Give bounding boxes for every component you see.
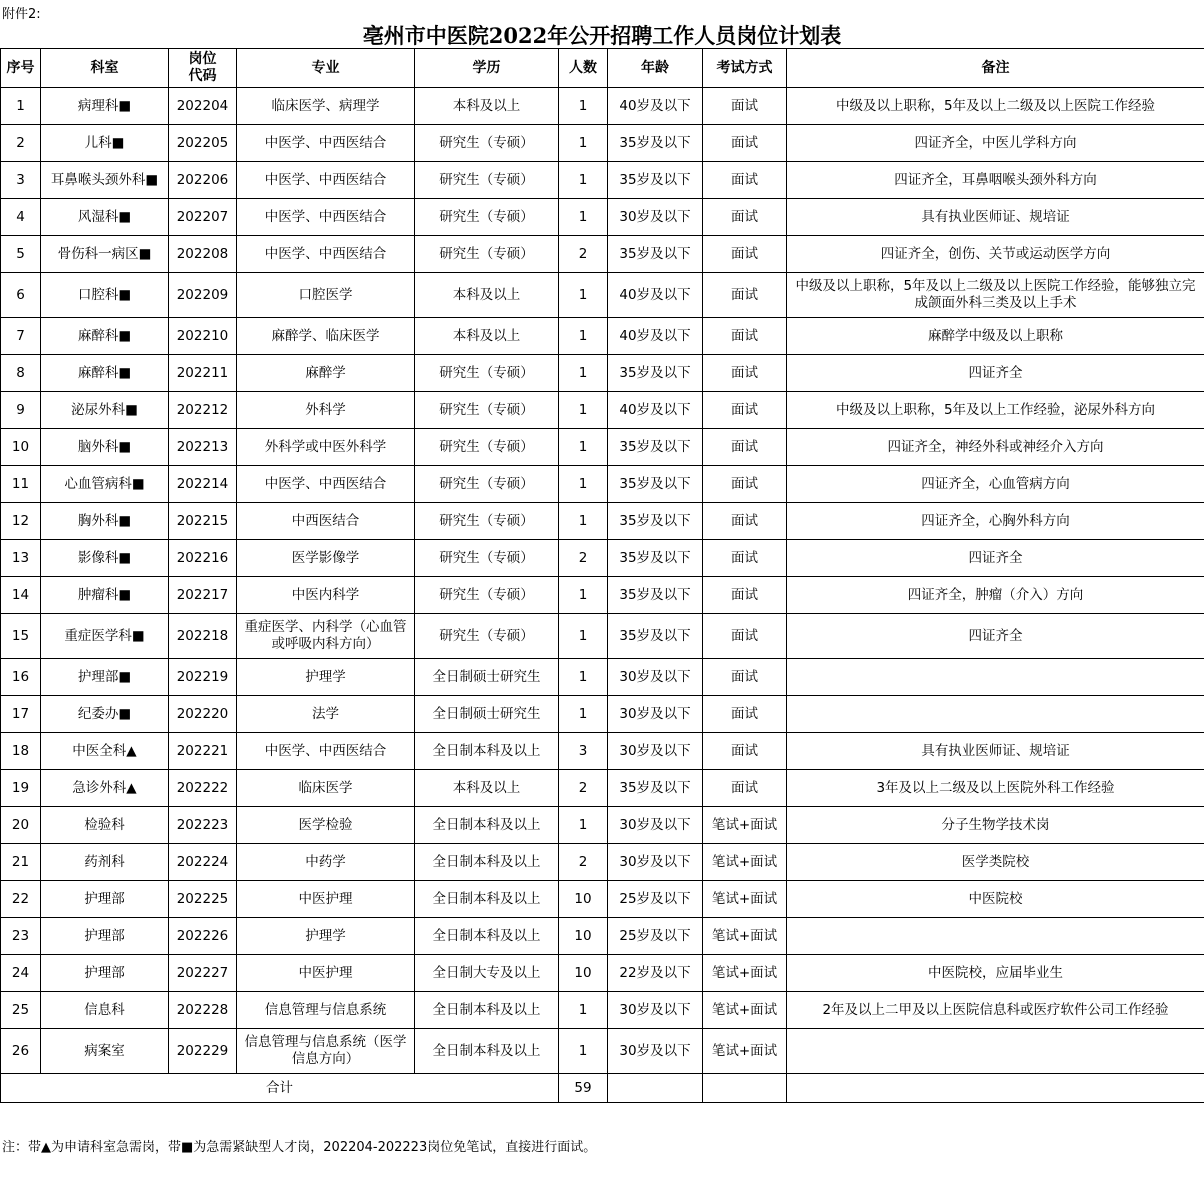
- table-row: [1, 1029, 1204, 1074]
- cell-age: 35岁及以下: [608, 236, 703, 273]
- table-row: [1, 162, 1204, 199]
- cell-exam-method: 笔试+面试: [703, 918, 787, 955]
- header-education: 学历: [415, 49, 559, 88]
- cell-department: 泌尿外科■: [41, 392, 169, 429]
- cell-remarks: 医学类院校: [787, 844, 1204, 881]
- cell-education: 研究生（专硕）: [415, 577, 559, 614]
- cell-age: 30岁及以下: [608, 659, 703, 696]
- cell-seq: 16: [1, 659, 41, 696]
- cell-department: 病案室: [41, 1029, 169, 1074]
- total-value: 59: [559, 1074, 608, 1103]
- cell-department: 影像科■: [41, 540, 169, 577]
- cell-education: 研究生（专硕）: [415, 540, 559, 577]
- cell-education: 研究生（专硕）: [415, 503, 559, 540]
- cell-department: 胸外科■: [41, 503, 169, 540]
- cell-age: 30岁及以下: [608, 807, 703, 844]
- cell-department: 信息科: [41, 992, 169, 1029]
- header-count: 人数: [559, 49, 608, 88]
- cell-count: 1: [559, 466, 608, 503]
- attachment-label: 附件2:: [2, 7, 41, 22]
- cell-remarks: 四证齐全，中医儿学科方向: [787, 125, 1204, 162]
- table-row: [1, 918, 1204, 955]
- table-row: [1, 199, 1204, 236]
- cell-exam-method: 笔试+面试: [703, 881, 787, 918]
- cell-major: 中医学、中西医结合: [237, 162, 415, 199]
- cell-major: 中医学、中西医结合: [237, 466, 415, 503]
- cell-remarks: 中级及以上职称，5年及以上二级及以上医院工作经验，能够独立完成颌面外科三类及以上手术: [787, 273, 1204, 318]
- cell-seq: 26: [1, 1029, 41, 1074]
- table-row: [1, 659, 1204, 696]
- cell-exam-method: 面试: [703, 614, 787, 659]
- cell-exam-method: 笔试+面试: [703, 807, 787, 844]
- cell-post-code: 202206: [169, 162, 237, 199]
- cell-major: 外科学或中医外科学: [237, 429, 415, 466]
- cell-exam-method: 面试: [703, 162, 787, 199]
- cell-education: 全日制本科及以上: [415, 733, 559, 770]
- cell-seq: 19: [1, 770, 41, 807]
- cell-count: 2: [559, 844, 608, 881]
- table-row: [1, 273, 1204, 318]
- cell-major: 临床医学: [237, 770, 415, 807]
- header-seq: 序号: [1, 49, 41, 88]
- cell-age: 40岁及以下: [608, 392, 703, 429]
- recruitment-plan-table: [0, 48, 1204, 1103]
- cell-major: 中药学: [237, 844, 415, 881]
- cell-department: 药剂科: [41, 844, 169, 881]
- cell-exam-method: 面试: [703, 236, 787, 273]
- cell-seq: 17: [1, 696, 41, 733]
- cell-post-code: 202204: [169, 88, 237, 125]
- cell-remarks: 四证齐全: [787, 540, 1204, 577]
- cell-education: 研究生（专硕）: [415, 392, 559, 429]
- cell-count: 1: [559, 355, 608, 392]
- cell-department: 纪委办■: [41, 696, 169, 733]
- cell-remarks: 四证齐全，神经外科或神经介入方向: [787, 429, 1204, 466]
- cell-exam-method: 面试: [703, 659, 787, 696]
- cell-age: 25岁及以下: [608, 918, 703, 955]
- cell-count: 1: [559, 199, 608, 236]
- cell-seq: 15: [1, 614, 41, 659]
- cell-department: 病理科■: [41, 88, 169, 125]
- cell-education: 研究生（专硕）: [415, 236, 559, 273]
- cell-post-code: 202216: [169, 540, 237, 577]
- cell-count: 1: [559, 659, 608, 696]
- cell-education: 研究生（专硕）: [415, 125, 559, 162]
- cell-post-code: 202209: [169, 273, 237, 318]
- cell-age: 40岁及以下: [608, 273, 703, 318]
- cell-exam-method: 面试: [703, 733, 787, 770]
- cell-remarks: [787, 918, 1204, 955]
- cell-exam-method: 笔试+面试: [703, 955, 787, 992]
- table-row: [1, 466, 1204, 503]
- cell-exam-method: 笔试+面试: [703, 992, 787, 1029]
- cell-count: 1: [559, 992, 608, 1029]
- cell-exam-method: 面试: [703, 429, 787, 466]
- cell-count: 1: [559, 125, 608, 162]
- cell-post-code: 202228: [169, 992, 237, 1029]
- cell-exam-method: 面试: [703, 540, 787, 577]
- table-row: [1, 614, 1204, 659]
- table-row: [1, 88, 1204, 125]
- cell-major: 信息管理与信息系统: [237, 992, 415, 1029]
- cell-major: 临床医学、病理学: [237, 88, 415, 125]
- cell-major: 口腔医学: [237, 273, 415, 318]
- cell-remarks: 四证齐全，耳鼻咽喉头颈外科方向: [787, 162, 1204, 199]
- cell-department: 肿瘤科■: [41, 577, 169, 614]
- cell-age: 40岁及以下: [608, 318, 703, 355]
- cell-age: 35岁及以下: [608, 540, 703, 577]
- cell-department: 儿科■: [41, 125, 169, 162]
- cell-remarks: 四证齐全，心血管病方向: [787, 466, 1204, 503]
- cell-post-code: 202215: [169, 503, 237, 540]
- table-row: [1, 881, 1204, 918]
- cell-education: 本科及以上: [415, 88, 559, 125]
- cell-department: 护理部: [41, 881, 169, 918]
- header-exam-method: 考试方式: [703, 49, 787, 88]
- cell-education: 全日制本科及以上: [415, 1029, 559, 1074]
- cell-post-code: 202224: [169, 844, 237, 881]
- total-row: [1, 1074, 1204, 1103]
- cell-post-code: 202211: [169, 355, 237, 392]
- cell-major: 中医学、中西医结合: [237, 199, 415, 236]
- cell-age: 30岁及以下: [608, 1029, 703, 1074]
- cell-education: 全日制本科及以上: [415, 992, 559, 1029]
- cell-post-code: 202217: [169, 577, 237, 614]
- cell-education: 本科及以上: [415, 318, 559, 355]
- cell-education: 研究生（专硕）: [415, 466, 559, 503]
- cell-age: 30岁及以下: [608, 992, 703, 1029]
- cell-major: 信息管理与信息系统（医学信息方向）: [237, 1029, 415, 1074]
- cell-count: 1: [559, 392, 608, 429]
- cell-exam-method: 面试: [703, 199, 787, 236]
- total-empty: [608, 1074, 703, 1103]
- cell-count: 10: [559, 881, 608, 918]
- cell-count: 10: [559, 955, 608, 992]
- cell-exam-method: 面试: [703, 318, 787, 355]
- table-row: [1, 318, 1204, 355]
- cell-major: 中医护理: [237, 881, 415, 918]
- cell-post-code: 202223: [169, 807, 237, 844]
- cell-department: 检验科: [41, 807, 169, 844]
- total-label: 合计: [1, 1074, 559, 1103]
- table-row: [1, 844, 1204, 881]
- cell-post-code: 202219: [169, 659, 237, 696]
- cell-seq: 5: [1, 236, 41, 273]
- cell-post-code: 202229: [169, 1029, 237, 1074]
- cell-department: 骨伤科一病区■: [41, 236, 169, 273]
- cell-remarks: 中级及以上职称，5年及以上工作经验，泌尿外科方向: [787, 392, 1204, 429]
- cell-count: 1: [559, 162, 608, 199]
- table-row: [1, 577, 1204, 614]
- cell-remarks: 四证齐全，肿瘤（介入）方向: [787, 577, 1204, 614]
- cell-department: 口腔科■: [41, 273, 169, 318]
- cell-count: 3: [559, 733, 608, 770]
- cell-department: 麻醉科■: [41, 355, 169, 392]
- table-row: [1, 733, 1204, 770]
- cell-age: 35岁及以下: [608, 466, 703, 503]
- cell-count: 1: [559, 429, 608, 466]
- cell-major: 护理学: [237, 918, 415, 955]
- cell-exam-method: 面试: [703, 466, 787, 503]
- table-row: [1, 807, 1204, 844]
- cell-seq: 18: [1, 733, 41, 770]
- cell-age: 30岁及以下: [608, 696, 703, 733]
- cell-remarks: 具有执业医师证、规培证: [787, 733, 1204, 770]
- cell-post-code: 202210: [169, 318, 237, 355]
- cell-count: 1: [559, 696, 608, 733]
- cell-post-code: 202220: [169, 696, 237, 733]
- cell-seq: 24: [1, 955, 41, 992]
- header-age: 年龄: [608, 49, 703, 88]
- cell-department: 重症医学科■: [41, 614, 169, 659]
- cell-department: 护理部■: [41, 659, 169, 696]
- cell-remarks: 中级及以上职称，5年及以上二级及以上医院工作经验: [787, 88, 1204, 125]
- table-row: [1, 770, 1204, 807]
- cell-count: 10: [559, 918, 608, 955]
- cell-post-code: 202212: [169, 392, 237, 429]
- cell-age: 35岁及以下: [608, 503, 703, 540]
- cell-age: 35岁及以下: [608, 577, 703, 614]
- cell-remarks: [787, 659, 1204, 696]
- cell-post-code: 202221: [169, 733, 237, 770]
- cell-post-code: 202205: [169, 125, 237, 162]
- cell-major: 中医学、中西医结合: [237, 733, 415, 770]
- cell-count: 2: [559, 770, 608, 807]
- cell-age: 35岁及以下: [608, 614, 703, 659]
- cell-seq: 21: [1, 844, 41, 881]
- cell-major: 中西医结合: [237, 503, 415, 540]
- cell-remarks: 四证齐全，心胸外科方向: [787, 503, 1204, 540]
- cell-major: 外科学: [237, 392, 415, 429]
- cell-seq: 11: [1, 466, 41, 503]
- cell-exam-method: 面试: [703, 125, 787, 162]
- cell-department: 风湿科■: [41, 199, 169, 236]
- cell-education: 全日制本科及以上: [415, 881, 559, 918]
- cell-post-code: 202227: [169, 955, 237, 992]
- cell-exam-method: 面试: [703, 88, 787, 125]
- cell-major: 麻醉学: [237, 355, 415, 392]
- cell-age: 35岁及以下: [608, 125, 703, 162]
- cell-education: 研究生（专硕）: [415, 355, 559, 392]
- cell-seq: 9: [1, 392, 41, 429]
- header-post-code: 岗位 代码: [169, 49, 237, 88]
- header-remarks: 备注: [787, 49, 1204, 88]
- cell-count: 1: [559, 88, 608, 125]
- cell-education: 全日制硕士研究生: [415, 659, 559, 696]
- cell-age: 30岁及以下: [608, 733, 703, 770]
- cell-remarks: 四证齐全: [787, 614, 1204, 659]
- table-row: [1, 429, 1204, 466]
- cell-education: 全日制大专及以上: [415, 955, 559, 992]
- cell-remarks: 四证齐全，创伤、关节或运动医学方向: [787, 236, 1204, 273]
- total-empty: [703, 1074, 787, 1103]
- cell-education: 研究生（专硕）: [415, 199, 559, 236]
- cell-seq: 1: [1, 88, 41, 125]
- cell-count: 1: [559, 318, 608, 355]
- total-empty: [787, 1074, 1204, 1103]
- cell-department: 护理部: [41, 955, 169, 992]
- table-row: [1, 992, 1204, 1029]
- table-row: [1, 503, 1204, 540]
- cell-seq: 20: [1, 807, 41, 844]
- cell-count: 1: [559, 273, 608, 318]
- cell-post-code: 202226: [169, 918, 237, 955]
- cell-age: 35岁及以下: [608, 162, 703, 199]
- cell-education: 本科及以上: [415, 770, 559, 807]
- table-row: [1, 125, 1204, 162]
- cell-major: 中医护理: [237, 955, 415, 992]
- table-row: [1, 355, 1204, 392]
- cell-education: 全日制硕士研究生: [415, 696, 559, 733]
- cell-exam-method: 面试: [703, 770, 787, 807]
- cell-remarks: 分子生物学技术岗: [787, 807, 1204, 844]
- cell-remarks: 具有执业医师证、规培证: [787, 199, 1204, 236]
- cell-exam-method: 笔试+面试: [703, 1029, 787, 1074]
- cell-age: 22岁及以下: [608, 955, 703, 992]
- cell-seq: 22: [1, 881, 41, 918]
- cell-age: 35岁及以下: [608, 770, 703, 807]
- cell-post-code: 202218: [169, 614, 237, 659]
- footnote: 注：带▲为申请科室急需岗，带■为急需紧缺型人才岗，202204-202223岗位免笔试，直接进行面试。: [2, 1140, 597, 1155]
- cell-seq: 23: [1, 918, 41, 955]
- cell-remarks: 3年及以上二级及以上医院外科工作经验: [787, 770, 1204, 807]
- cell-post-code: 202225: [169, 881, 237, 918]
- cell-remarks: 中医院校: [787, 881, 1204, 918]
- cell-seq: 2: [1, 125, 41, 162]
- cell-remarks: 麻醉学中级及以上职称: [787, 318, 1204, 355]
- cell-education: 研究生（专硕）: [415, 162, 559, 199]
- cell-major: 中医学、中西医结合: [237, 125, 415, 162]
- header-department: 科室: [41, 49, 169, 88]
- cell-count: 1: [559, 503, 608, 540]
- cell-major: 麻醉学、临床医学: [237, 318, 415, 355]
- table-row: [1, 236, 1204, 273]
- cell-seq: 3: [1, 162, 41, 199]
- cell-remarks: 2年及以上二甲及以上医院信息科或医疗软件公司工作经验: [787, 992, 1204, 1029]
- cell-seq: 10: [1, 429, 41, 466]
- cell-major: 医学影像学: [237, 540, 415, 577]
- header-major: 专业: [237, 49, 415, 88]
- cell-education: 研究生（专硕）: [415, 614, 559, 659]
- cell-exam-method: 笔试+面试: [703, 844, 787, 881]
- cell-department: 急诊外科▲: [41, 770, 169, 807]
- cell-major: 中医学、中西医结合: [237, 236, 415, 273]
- cell-remarks: [787, 696, 1204, 733]
- cell-count: 1: [559, 614, 608, 659]
- cell-age: 40岁及以下: [608, 88, 703, 125]
- cell-post-code: 202213: [169, 429, 237, 466]
- cell-exam-method: 面试: [703, 273, 787, 318]
- cell-remarks: [787, 1029, 1204, 1074]
- cell-count: 2: [559, 236, 608, 273]
- page-title: 亳州市中医院2022年公开招聘工作人员岗位计划表: [362, 23, 842, 48]
- table-row: [1, 540, 1204, 577]
- cell-seq: 7: [1, 318, 41, 355]
- cell-exam-method: 面试: [703, 392, 787, 429]
- cell-education: 本科及以上: [415, 273, 559, 318]
- cell-department: 心血管病科■: [41, 466, 169, 503]
- cell-seq: 13: [1, 540, 41, 577]
- cell-exam-method: 面试: [703, 355, 787, 392]
- cell-education: 全日制本科及以上: [415, 844, 559, 881]
- cell-education: 研究生（专硕）: [415, 429, 559, 466]
- cell-education: 全日制本科及以上: [415, 918, 559, 955]
- cell-seq: 14: [1, 577, 41, 614]
- cell-education: 全日制本科及以上: [415, 807, 559, 844]
- cell-department: 护理部: [41, 918, 169, 955]
- cell-age: 35岁及以下: [608, 355, 703, 392]
- cell-major: 法学: [237, 696, 415, 733]
- cell-age: 30岁及以下: [608, 199, 703, 236]
- cell-seq: 4: [1, 199, 41, 236]
- cell-major: 护理学: [237, 659, 415, 696]
- cell-exam-method: 面试: [703, 503, 787, 540]
- cell-department: 麻醉科■: [41, 318, 169, 355]
- cell-post-code: 202208: [169, 236, 237, 273]
- table-row: [1, 696, 1204, 733]
- cell-age: 35岁及以下: [608, 429, 703, 466]
- cell-seq: 6: [1, 273, 41, 318]
- cell-seq: 25: [1, 992, 41, 1029]
- table-row: [1, 955, 1204, 992]
- cell-seq: 8: [1, 355, 41, 392]
- cell-count: 1: [559, 577, 608, 614]
- cell-post-code: 202222: [169, 770, 237, 807]
- cell-department: 耳鼻喉头颈外科■: [41, 162, 169, 199]
- cell-age: 25岁及以下: [608, 881, 703, 918]
- cell-major: 医学检验: [237, 807, 415, 844]
- cell-remarks: 四证齐全: [787, 355, 1204, 392]
- cell-exam-method: 面试: [703, 577, 787, 614]
- cell-exam-method: 面试: [703, 696, 787, 733]
- table-row: [1, 392, 1204, 429]
- cell-post-code: 202207: [169, 199, 237, 236]
- cell-department: 中医全科▲: [41, 733, 169, 770]
- cell-major: 中医内科学: [237, 577, 415, 614]
- cell-count: 1: [559, 807, 608, 844]
- cell-department: 脑外科■: [41, 429, 169, 466]
- cell-post-code: 202214: [169, 466, 237, 503]
- cell-age: 30岁及以下: [608, 844, 703, 881]
- cell-count: 2: [559, 540, 608, 577]
- cell-seq: 12: [1, 503, 41, 540]
- cell-major: 重症医学、内科学（心血管或呼吸内科方向）: [237, 614, 415, 659]
- cell-count: 1: [559, 1029, 608, 1074]
- header-row: [1, 49, 1204, 88]
- cell-remarks: 中医院校，应届毕业生: [787, 955, 1204, 992]
